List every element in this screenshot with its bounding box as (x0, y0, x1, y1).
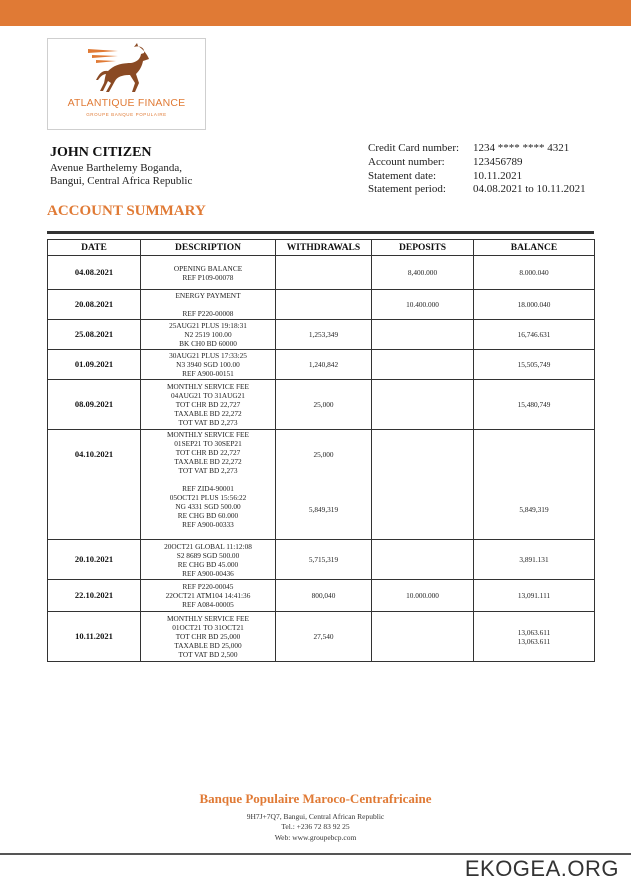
row-deposit: 8,400.000 (372, 256, 474, 290)
row-deposit (372, 380, 474, 430)
row-balance (474, 430, 595, 540)
header-withdrawals: WITHDRAWALS (276, 240, 372, 256)
row-withdrawal: 1,253,349 (276, 320, 372, 350)
header-deposits: DEPOSITS (372, 240, 474, 256)
row-deposit (372, 350, 474, 380)
table-row (48, 290, 595, 320)
card-number-value: 1234 **** **** 4321 (473, 142, 570, 154)
description-line: 25AUG21 PLUS 19:18:31 (169, 321, 247, 330)
row-balance: 15,480,749 (474, 380, 595, 430)
brand-tagline: GROUPE BANQUE POPULAIRE (86, 112, 167, 117)
description-line: TOT CHR BD 22,727 (175, 400, 241, 409)
description-line: TAXABLE BD 22,272 (174, 409, 242, 418)
table-row (48, 612, 595, 662)
description-line: REF P220-00008 (182, 309, 234, 318)
header-date: DATE (48, 240, 141, 256)
row-withdrawal: 800,040 (276, 580, 372, 612)
row-balance: 13,091.111 (474, 580, 595, 612)
description-line: REF A900-00151 (182, 369, 234, 378)
row-balance: 16,746.631 (474, 320, 595, 350)
balance-value: 13,063.611 (517, 627, 551, 637)
description-line: 30AUG21 PLUS 17:33:25 (169, 351, 247, 360)
row-date: 22.10.2021 (48, 580, 141, 612)
row-description (141, 580, 276, 612)
bank-logo (47, 38, 206, 130)
withdrawal-value: 5,849,319 (308, 505, 339, 514)
description-line: RE CHG BD 45.000 (177, 559, 239, 569)
table-row (48, 256, 595, 290)
description-line: S2 8689 SGD 500.00 (176, 550, 240, 560)
description-line: TOT CHR BD 22,727 (175, 448, 241, 457)
description-line: REF A900-00333 (182, 520, 234, 529)
description-line: OPENING BALANCE (173, 263, 243, 273)
description-line: RE CHG BD 60.000 (177, 511, 239, 520)
description-line: 05OCT21 PLUS 15:56:22 (169, 493, 247, 502)
description-line: REF A084-00005 (182, 600, 234, 609)
row-date: 01.09.2021 (48, 350, 141, 380)
description-line: 20OCT21 GLOBAL 11:12:08 (164, 541, 252, 551)
description-line: MONTHLY SERVICE FEE (167, 382, 249, 391)
row-description (141, 350, 276, 380)
transactions-table (47, 239, 595, 662)
description-line: TOT VAT BD 2,500 (178, 650, 238, 659)
row-date: 04.08.2021 (48, 256, 141, 290)
account-summary-title: ACCOUNT SUMMARY (47, 203, 206, 219)
row-deposit: 10.400.000 (372, 290, 474, 320)
table-row (48, 540, 595, 580)
row-balance: 15,505,749 (474, 350, 595, 380)
description-line: N2 2519 100.00 (184, 330, 232, 339)
row-balance: 18.000.040 (474, 290, 595, 320)
balance-value: 5,849,319 (519, 505, 549, 514)
row-withdrawal (276, 430, 372, 540)
account-number-label: Account number: (368, 156, 445, 168)
row-withdrawal: 27,540 (276, 612, 372, 662)
description-line: REF ZID4-90001 (182, 484, 234, 493)
row-deposit (372, 612, 474, 662)
description-line: ENERGY PAYMENT (175, 291, 241, 300)
withdrawal-value: 25,000 (313, 450, 334, 459)
watermark: EKOGEA.ORG (464, 856, 619, 881)
row-withdrawal: 25,000 (276, 380, 372, 430)
footer-tel: Tel.: +236 72 83 92 25 (281, 822, 350, 831)
summary-divider (47, 231, 594, 234)
row-description (141, 430, 276, 540)
row-deposit (372, 430, 474, 540)
row-description (141, 540, 276, 580)
description-line: REF A900-00436 (182, 568, 234, 578)
footer-bank-name: Banque Populaire Maroco-Centrafricaine (199, 791, 432, 806)
top-accent-bar (0, 0, 631, 26)
row-balance: 3,891.131 (474, 540, 595, 580)
account-number-value: 123456789 (473, 156, 523, 168)
row-withdrawal (276, 256, 372, 290)
row-deposit: 10.000.000 (372, 580, 474, 612)
statement-period-value: 04.08.2021 to 10.11.2021 (473, 183, 586, 195)
statement-date-label: Statement date: (368, 170, 437, 182)
description-line: BK CH0 BD 60000 (179, 339, 237, 348)
row-withdrawal: 1,240,842 (276, 350, 372, 380)
row-withdrawal: 5,715,319 (276, 540, 372, 580)
footer-divider (0, 853, 631, 855)
description-line: 22OCT21 ATM104 14:41:36 (165, 591, 251, 600)
description-line: TOT VAT BD 2,273 (178, 466, 238, 475)
row-description (141, 612, 276, 662)
row-balance: 8.000.040 (474, 256, 595, 290)
statement-date-value: 10.11.2021 (473, 170, 523, 182)
header-balance: BALANCE (474, 240, 595, 256)
row-deposit (372, 540, 474, 580)
row-date: 10.11.2021 (48, 612, 141, 662)
description-line: MONTHLY SERVICE FEE (167, 430, 249, 439)
row-description (141, 256, 276, 290)
table-row (48, 430, 595, 540)
footer-address: 9H7J+7Q7, Bangui, Central African Republic (246, 812, 385, 821)
description-line: N3 3940 SGD 100.00 (176, 360, 240, 369)
description-line: 01SEP21 TO 30SEP21 (174, 439, 242, 448)
table-row (48, 320, 595, 350)
description-line: TOT CHR BD 25,000 (175, 632, 241, 641)
footer-web: Web: www.groupebcp.com (274, 833, 357, 842)
row-description (141, 290, 276, 320)
row-date: 25.08.2021 (48, 320, 141, 350)
table-row (48, 350, 595, 380)
description-line: NG 4331 SGD 500.00 (175, 502, 241, 511)
description-line: 04AUG21 TO 31AUG21 (171, 391, 245, 400)
statement-period-label: Statement period: (368, 183, 446, 195)
horse-logo-icon (48, 39, 205, 97)
row-withdrawal (276, 290, 372, 320)
balance-value: 13,063.611 (517, 636, 551, 646)
customer-address-line1: Avenue Barthelemy Boganda, (50, 162, 183, 174)
customer-name: JOHN CITIZEN (50, 145, 152, 160)
description-line: TOT VAT BD 2,273 (178, 418, 238, 427)
brand-name: ATLANTIQUE FINANCE (67, 97, 186, 109)
description-line: 01OCT21 TO 31OCT21 (172, 623, 244, 632)
header-description: DESCRIPTION (141, 240, 276, 256)
customer-address-line2: Bangui, Central Africa Republic (50, 175, 193, 187)
row-date: 20.08.2021 (48, 290, 141, 320)
description-line: TAXABLE BD 25,000 (174, 641, 242, 650)
row-date: 20.10.2021 (48, 540, 141, 580)
card-number-label: Credit Card number: (368, 142, 460, 154)
row-date: 04.10.2021 (48, 430, 141, 540)
description-line: MONTHLY SERVICE FEE (167, 614, 249, 623)
row-balance (474, 612, 595, 662)
row-date: 08.09.2021 (48, 380, 141, 430)
table-header-row (48, 240, 595, 256)
row-description (141, 380, 276, 430)
table-row (48, 380, 595, 430)
description-line: REF P109-00078 (182, 272, 234, 282)
row-description (141, 320, 276, 350)
description-line: REF P220-00045 (182, 582, 234, 591)
row-deposit (372, 320, 474, 350)
table-row (48, 580, 595, 612)
description-line: TAXABLE BD 22,272 (174, 457, 242, 466)
